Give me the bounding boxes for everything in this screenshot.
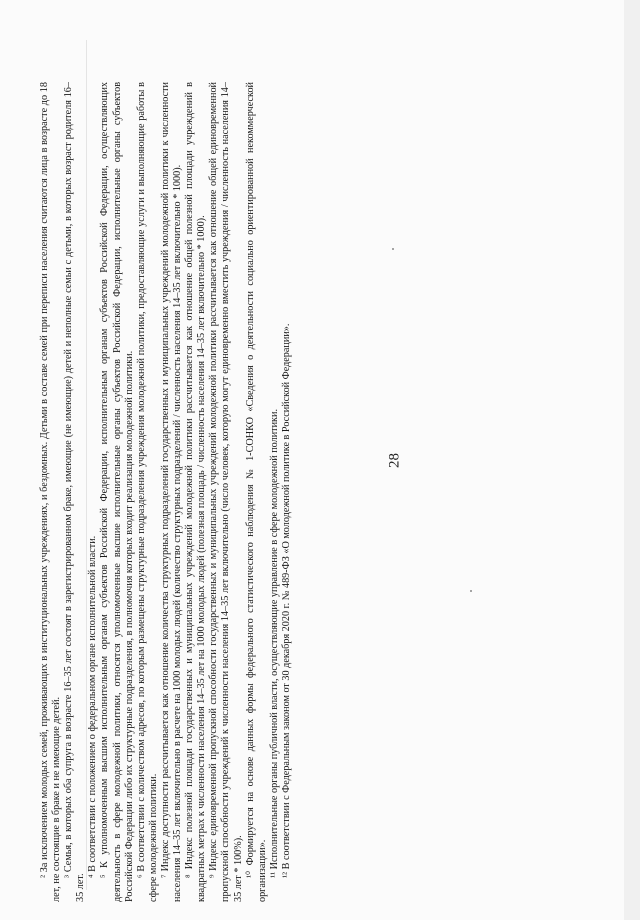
- footnote-12: ¹² В соответствии с Федеральным законом от 30 декабря 2020 г. № 489-ФЗ «О молодежной политике в Российской Федерации».: [280, 323, 292, 878]
- footnote-11: ¹¹ Исполнительные органы публичной власти, осуществляющие управление в сфере молодежной политики.: [268, 408, 280, 878]
- footnote-2: ² За исключением молодых семей, проживающих в институциональных учреждениях, и бездомных. Детьми в составе семей при переписи населения считаются лица в возрасте до 18 лет, не состоящие в браке и не имеющие детей.: [39, 82, 63, 902]
- footnotes-block: [39, 82, 309, 902]
- footnote-10: ¹⁰ Формируется на основе данных формы федерального статистического наблюдения № 1-СОНКО «Сведения о деятельности социально ориентированной некоммерческой организации».: [244, 82, 268, 902]
- scan-speck: [470, 590, 472, 592]
- footnote-9: ⁹ Индекс единовременной пропускной способности государственных и муниципальных учреждений молодежной политики рассчитывается как отношение общей единовременной пропускной способности учреждений к численности населения 14–35 лет включительно (число человек, которую могут единовременно вместить учреждения / численность населения 14–35 лет * 100%).: [208, 82, 244, 902]
- scan-speck: [392, 248, 394, 250]
- scan-edge: [624, 0, 640, 920]
- footnote-4: ⁴ В соответствии с положением о федеральном органе исполнительной власти.: [87, 535, 99, 878]
- page-number: 28: [386, 453, 403, 468]
- footnote-5: ⁵ К уполномоченным высшим исполнительным органам субъектов Российской Федерации, исполнительным органам субъектов Российской Федерации, осуществляющих деятельность в сфере молодежной политики, относятся уполномоченные высшие исполнительные органы субъектов Российской Федерации, исполнительные органы субъектов Российской Федерации либо их структурные подразделения, в полномочия которых входит реализация молодежной политики.: [99, 82, 135, 902]
- footnote-3: ³ Семья, в которых оба супруга в возрасте 16–35 лет состоят в зарегистрированном браке, имеющие (не имеющие) детей и неполные семьи с детьми, в которых возраст родителя 16–35 лет.: [63, 82, 87, 902]
- footnote-8: ⁸ Индекс полезной площади государственных и муниципальных учреждений молодежной политики рассчитывается как отношение общей полезной площади учреждений в квадратных метрах к численности населения 14–35 лет на 1000 молодых людей (полезная площадь / численность населения 14–35 лет включительно * 1000).: [184, 82, 208, 902]
- footnote-7: ⁷ Индекс доступности рассчитывается как отношение количества структурных подразделений государственных и муниципальных учреждений молодежной политики к численности населения 14–35 лет включительно в расчете на 1000 молодых людей (количество структурных подразделений / численность населения 14–35 лет включительно * 1000).: [159, 82, 184, 902]
- footnote-6: ⁶ В соответствии с количеством адресов, по которым размещены структурные подразделения учреждения молодежной политики, предоставляющие услуги и выполняющие работы в сфере молодежной политики.: [135, 82, 159, 902]
